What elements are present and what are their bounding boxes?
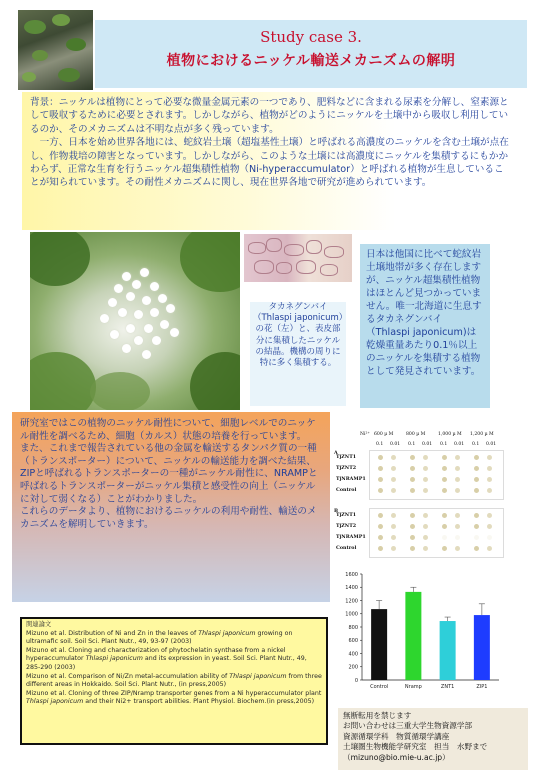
- colony-spot: [378, 466, 383, 471]
- dilution-label: 0.01: [454, 442, 465, 447]
- nickel-crystal-micrograph: [244, 234, 352, 282]
- bar-znt1: [440, 621, 456, 680]
- colony-spot: [391, 513, 396, 518]
- y-tick-label: 1400: [345, 585, 358, 592]
- colony-spot: [410, 546, 415, 551]
- colony-spot: [410, 535, 415, 540]
- colony-spot: [442, 477, 447, 482]
- colony-spot: [487, 477, 492, 482]
- strain-label: TjZNT2: [336, 465, 357, 471]
- colony-spot: [474, 513, 479, 518]
- reference-text: growing on ultramafic soil. Soil Sci. Plant Nutr., 49, 93-97 (2003): [26, 629, 293, 646]
- research-paragraph-3: これらのデータより、植物におけるニッケルの利用や耐性、輸送のメカニズムを解明していきます。: [20, 506, 317, 530]
- y-tick-label: 0: [354, 677, 358, 684]
- reference-species: Thlaspi japonicum: [26, 698, 84, 706]
- yeast-growth-plates: [334, 430, 504, 565]
- colony-spot: [378, 488, 383, 493]
- strain-label: Control: [336, 487, 357, 493]
- colony-spot: [487, 488, 492, 493]
- colony-spot: [423, 477, 428, 482]
- header-plant-photo: [18, 10, 93, 90]
- colony-spot: [487, 546, 492, 551]
- photo-caption: タカネグンバイ（Thlaspi japonicum）の花（左）と、表皮部分に集積したニッケルの結晶。機構の周りに特に多く集積する。: [250, 302, 346, 406]
- colony-spot: [474, 488, 479, 493]
- nickel-content-bar-chart: [334, 568, 504, 696]
- research-section: [12, 412, 330, 602]
- dilution-label: 0.1: [376, 442, 384, 447]
- colony-spot: [474, 477, 479, 482]
- references-list: [26, 630, 322, 707]
- culture-plate: [369, 508, 504, 558]
- colony-spot: [378, 513, 383, 518]
- colony-spot: [391, 477, 396, 482]
- colony-spot: [455, 513, 460, 518]
- concentration-label: 1,200 µ M: [470, 432, 494, 437]
- x-tick-label: ZIP1: [476, 684, 488, 690]
- colony-spot: [423, 466, 428, 471]
- colony-spot: [442, 466, 447, 471]
- references-box: [20, 617, 328, 745]
- colony-spot: [410, 466, 415, 471]
- colony-spot: [487, 455, 492, 460]
- y-tick-label: 800: [348, 624, 358, 631]
- colony-spot: [378, 524, 383, 529]
- dilution-label: 0.1: [472, 442, 480, 447]
- colony-spot: [474, 535, 479, 540]
- colony-spot: [410, 488, 415, 493]
- colony-spot: [391, 455, 396, 460]
- strain-label: TjZNT1: [336, 454, 357, 460]
- colony-spot: [455, 455, 460, 460]
- research-paragraph-2: また、これまで報告されている他の金属を輸送するタンパク質の一種（トランスポーター）について、ニッケルの輸送能力を調べた結果、ZIPと呼ばれるトランスポーターの一種がニッケル耐性に、NRAMPと呼ばれるトランスポーターがニッケル集積と感受性の向上（ニッケルに対して弱くなる）ことがわかりました。: [20, 443, 318, 505]
- title-banner: [95, 20, 527, 88]
- reference-text: and their Ni2+ transport abilities. Plant Physiol. Biochem.(in press,2005): [83, 698, 315, 706]
- bar-zip1: [474, 615, 490, 680]
- colony-spot: [474, 524, 479, 529]
- colony-spot: [442, 488, 447, 493]
- colony-spot: [410, 524, 415, 529]
- colony-spot: [442, 535, 447, 540]
- reference-text: Mizuno et al. Distribution of Ni and Zn in the leaves of: [26, 629, 199, 637]
- x-tick-label: Control: [370, 684, 389, 690]
- x-tick-label: Nramp: [404, 684, 422, 690]
- colony-spot: [423, 524, 428, 529]
- colony-spot: [423, 546, 428, 551]
- reference-text: Mizuno et al. Comparison of Ni/Zn metal-accumulation ability of: [26, 672, 230, 680]
- contact-box: [338, 708, 528, 770]
- reference-item: [26, 647, 322, 673]
- page-title: 植物におけるニッケル輸送メカニズムの解明: [166, 53, 456, 69]
- colony-spot: [378, 546, 383, 551]
- colony-spot: [423, 488, 428, 493]
- colony-spot: [455, 524, 460, 529]
- colony-spot: [391, 535, 396, 540]
- references-title: 関連論文: [26, 621, 52, 628]
- reference-text: and its expression in yeast. Soil Sci. Plant Nutr., 49, 285-290 (2003): [26, 655, 307, 671]
- colony-spot: [455, 466, 460, 471]
- colony-spot: [487, 535, 492, 540]
- x-tick-label: ZNT1: [440, 684, 455, 690]
- colony-spot: [442, 455, 447, 460]
- colony-spot: [391, 466, 396, 471]
- dilution-label: 0.1: [408, 442, 416, 447]
- ni-label: Ni²⁺: [360, 432, 370, 437]
- culture-plate: [369, 450, 504, 500]
- strain-label: TjZNT1: [336, 512, 357, 518]
- contact-email: （mizuno@bio.mie-u.ac.jp）: [343, 752, 450, 762]
- y-tick-label: 600: [348, 638, 358, 645]
- colony-spot: [474, 455, 479, 460]
- colony-spot: [378, 535, 383, 540]
- colony-spot: [391, 488, 396, 493]
- colony-spot: [455, 546, 460, 551]
- strain-label: TjNRAMP1: [336, 534, 366, 540]
- panel-label: B: [334, 508, 339, 514]
- colony-spot: [455, 477, 460, 482]
- colony-spot: [410, 455, 415, 460]
- panel-label: A: [334, 450, 338, 456]
- contact-line-1: お問い合わせは三重大学生物資源学部: [343, 721, 473, 731]
- strain-label: Control: [336, 545, 357, 551]
- concentration-label: 600 µ M: [374, 432, 394, 437]
- reference-species: Thlaspi japonicum: [198, 629, 256, 637]
- colony-spot: [487, 524, 492, 529]
- bar-control: [371, 609, 387, 680]
- dilution-label: 0.01: [422, 442, 433, 447]
- colony-spot: [474, 466, 479, 471]
- colony-spot: [423, 455, 428, 460]
- y-tick-label: 1200: [345, 598, 358, 605]
- case-label: Study case 3.: [260, 28, 362, 46]
- reference-species: Thlaspi japonicum: [229, 672, 287, 680]
- background-section: [22, 92, 520, 230]
- research-paragraph-1: 研究室ではこの植物のニッケル耐性について、細胞レベルでのニッケル耐性を調べるため、細胞（カルス）状態の培養を行っています。: [20, 418, 316, 442]
- reference-species: Thlaspi japonicum: [85, 655, 143, 663]
- colony-spot: [391, 524, 396, 529]
- distribution-note: 日本は他国に比べて蛇紋岩土壌地帯が多く存在しますが、ニッケル超集積性植物はほとんど見つかっていません。唯一北海道に生息するタカネグンバイ（Thlaspi japonicum)は乾燥重量あたり0.1％以上のニッケルを集積する植物として発見されています。: [360, 244, 490, 408]
- strain-label: TjZNT2: [336, 523, 357, 529]
- strain-label: TjNRAMP1: [336, 476, 366, 482]
- y-tick-label: 200: [348, 664, 358, 671]
- colony-spot: [410, 513, 415, 518]
- colony-spot: [455, 488, 460, 493]
- colony-spot: [442, 546, 447, 551]
- reference-item: [26, 630, 322, 647]
- colony-spot: [378, 455, 383, 460]
- colony-spot: [410, 477, 415, 482]
- y-tick-label: 1000: [345, 611, 358, 618]
- colony-spot: [474, 546, 479, 551]
- copyright-notice: 無断転用を禁じます: [343, 711, 412, 720]
- colony-spot: [487, 466, 492, 471]
- reference-text: Mizuno et al. Cloning of three ZIP/Nramp transporter genes from a Ni hyperaccumulator plant: [26, 689, 322, 697]
- flower-photo: [30, 232, 240, 410]
- y-tick-label: 1600: [345, 571, 358, 578]
- reference-text: from three different areas in Hokkaido. Soil Sci. Plant Nutr., (in press,2005): [26, 672, 322, 689]
- contact-line-2: 資源循環学科 物質循環学講座: [343, 731, 450, 741]
- reference-item: [26, 673, 322, 690]
- colony-spot: [423, 513, 428, 518]
- reference-item: [26, 690, 322, 707]
- concentration-label: 1,000 µ M: [438, 432, 462, 437]
- colony-spot: [442, 513, 447, 518]
- contact-line-3: 土壌圏生物機能学研究室 担当 水野まで: [343, 742, 488, 752]
- bar-nramp: [405, 592, 421, 680]
- dilution-label: 0.01: [390, 442, 401, 447]
- colony-spot: [378, 477, 383, 482]
- reference-text: Mizuno et al. Cloning and characterization of phytochelatin synthase from a nickel hyperaccumulator: [26, 646, 286, 663]
- background-paragraph-2: 一方、日本を始め世界各地には、蛇紋岩土壌（超塩基性土壌）と呼ばれる高濃度のニッケルを含む土壌が点在し、作物栽培の障害となっています。しかしながら、このような土壌には高濃度にニッケルを集積するにもかかわらず、正常な生育を行うニッケル超集積性植物（Ni-hyperaccumulator）と呼ばれる植物が生息していることが知られています。その耐性メカニズムに関し、現在世界各地で研究が進められています。: [30, 137, 509, 189]
- colony-spot: [442, 524, 447, 529]
- dilution-label: 0.01: [486, 442, 497, 447]
- dilution-label: 0.1: [440, 442, 448, 447]
- concentration-label: 800 µ M: [406, 432, 426, 437]
- colony-spot: [455, 535, 460, 540]
- colony-spot: [487, 513, 492, 518]
- colony-spot: [391, 546, 396, 551]
- y-tick-label: 400: [348, 651, 358, 658]
- background-paragraph-1: 背景：ニッケルは植物にとって必要な微量金属元素の一つであり、肥料などに含まれる尿素を分解し、窒素源として吸収するために必要とされます。しかしながら、植物がどのようにニッケルを土壌中から吸収し利用しているのか、そのメカニズムは不明な点が多く残っています。: [30, 97, 509, 135]
- colony-spot: [423, 535, 428, 540]
